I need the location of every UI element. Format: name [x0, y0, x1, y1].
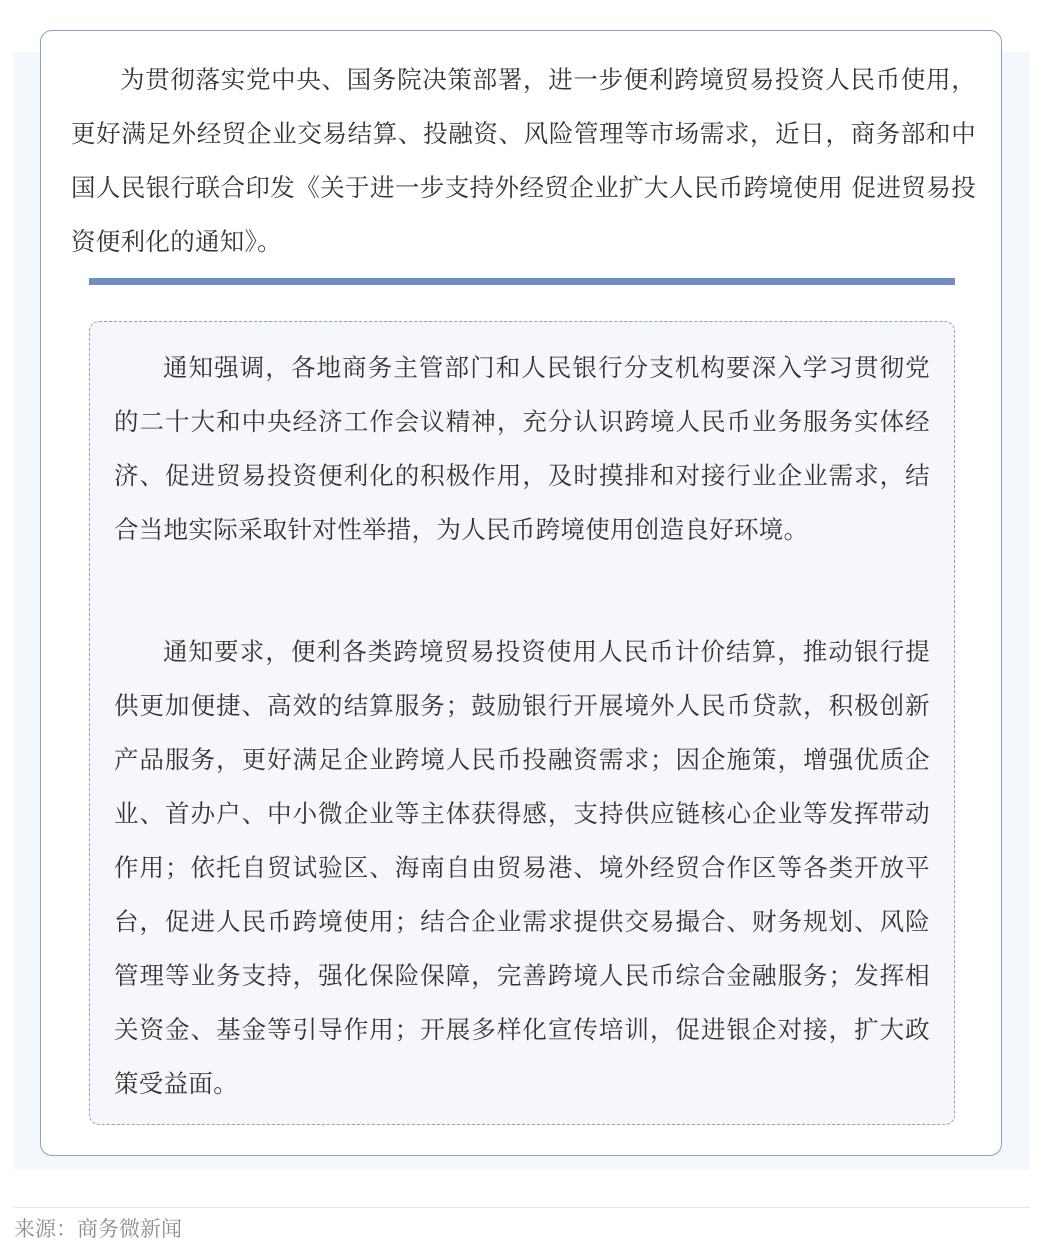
source-credit: 来源：商务微新闻: [14, 1217, 182, 1241]
notice-emphasis-paragraph: 通知强调，各地商务主管部门和人民银行分支机构要深入学习贯彻党的二十大和中央经济工作会议精神，充分认识跨境人民币业务服务实体经济、促进贸易投资便利化的积极作用，及时摸排和对接行业企业需求，结合当地实际采取针对性举措，为人民币跨境使用创造良好环境。: [114, 353, 930, 544]
section-divider: [89, 278, 955, 285]
footer-divider: [14, 1207, 1030, 1208]
notice-requirements-paragraph: 通知要求，便利各类跨境贸易投资使用人民币计价结算，推动银行提供更加便捷、高效的结算服务；鼓励银行开展境外人民币贷款，积极创新产品服务，更好满足企业跨境人民币投融资需求；因企施策，增强优质企业、首办户、中小微企业等主体获得感，支持供应链核心企业等发挥带动作用；依托自贸试验区、海南自由贸易港、境外经贸合作区等各类开放平台，促进人民币跨境使用；结合企业需求提供交易撮合、财务规划、风险管理等业务支持，强化保险保障，完善跨境人民币综合金融服务；发挥相关资金、基金等引导作用；开展多样化宣传培训，促进银企对接，扩大政策受益面。: [114, 637, 930, 1098]
notice-box: [89, 321, 955, 1125]
intro-paragraph: 为贯彻落实党中央、国务院决策部署，进一步便利跨境贸易投资人民币使用，更好满足外经贸企业交易结算、投融资、风险管理等市场需求，近日，商务部和中国人民银行联合印发《关于进一步支持外经贸企业扩大人民币跨境使用 促进贸易投资便利化的通知》。: [71, 65, 976, 256]
article-card: [40, 30, 1002, 1156]
